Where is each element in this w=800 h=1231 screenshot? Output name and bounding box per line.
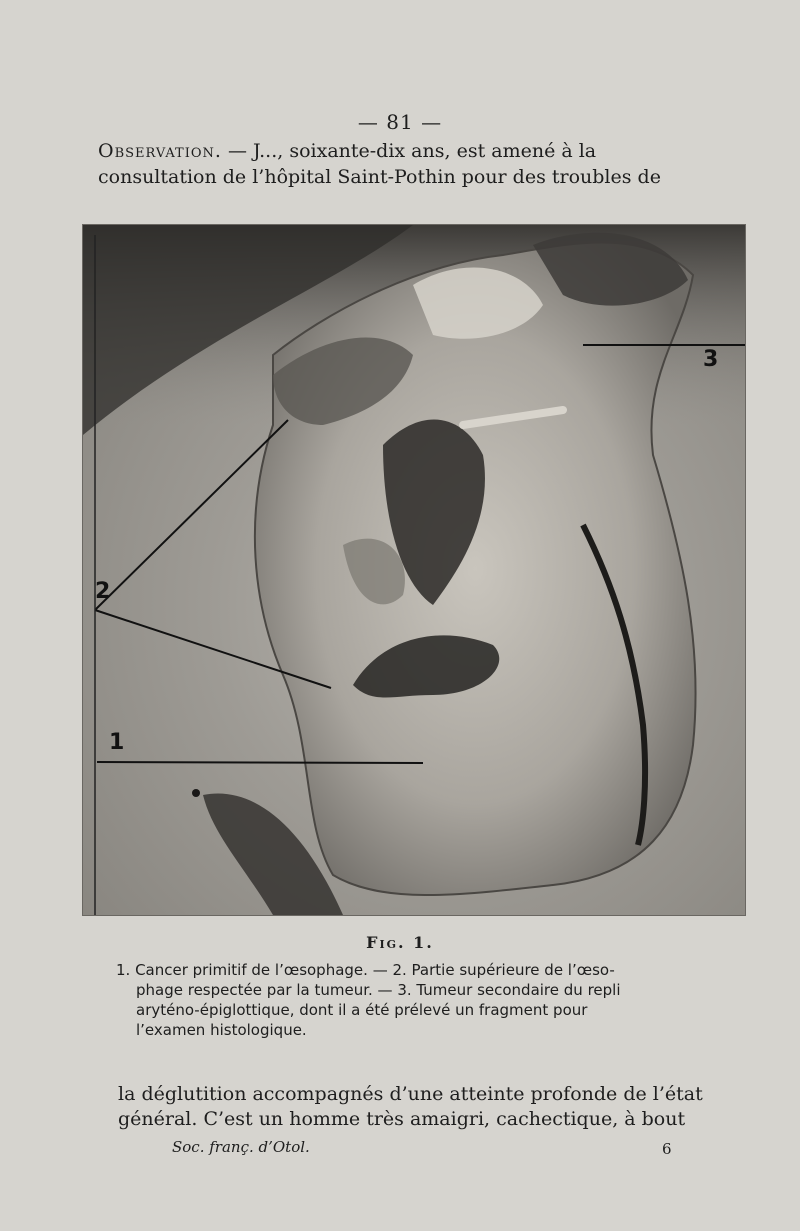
caption-line-2: phage respectée par la tumeur. — 3. Tumeur secondaire du repli	[136, 981, 621, 999]
figure-label-3: 3	[703, 347, 719, 372]
figure-caption	[116, 960, 726, 1040]
specimen-illustration	[83, 225, 745, 915]
footer-journal: Soc. franç. d’Otol.	[172, 1138, 310, 1156]
figure-label-2: 2	[95, 579, 111, 604]
intro-paragraph	[98, 138, 704, 190]
intro-line2: consultation de l’hôpital Saint-Pothin pour des troubles de	[98, 166, 661, 188]
leader-line-1	[97, 762, 423, 763]
body-line-2: général. C’est un homme très amaigri, cachectique, à bout	[118, 1108, 686, 1130]
intro-line1-rest: — J..., soixante-dix ans, est amené à la	[221, 140, 597, 162]
page-number: — 81 —	[357, 110, 443, 134]
body-line-1: la déglutition accompagnés d’une atteinte profonde de l’état	[118, 1083, 703, 1105]
caption-line-1: 1. Cancer primitif de l’œsophage. — 2. Partie supérieure de l’œso-	[116, 961, 615, 979]
caption-line-3: aryténo-épiglottique, dont il a été prélevé un fragment pour	[136, 1001, 588, 1019]
caption-line-4: l’examen histologique.	[136, 1021, 307, 1039]
observation-label: Observation.	[98, 140, 222, 162]
figure-photograph	[82, 224, 746, 916]
specimen-mass	[255, 243, 696, 896]
footer-signature-number: 6	[662, 1140, 672, 1158]
body-paragraph	[118, 1082, 728, 1132]
figure-caption-title: Fig. 1.	[366, 933, 434, 952]
figure-label-1: 1	[109, 730, 125, 755]
